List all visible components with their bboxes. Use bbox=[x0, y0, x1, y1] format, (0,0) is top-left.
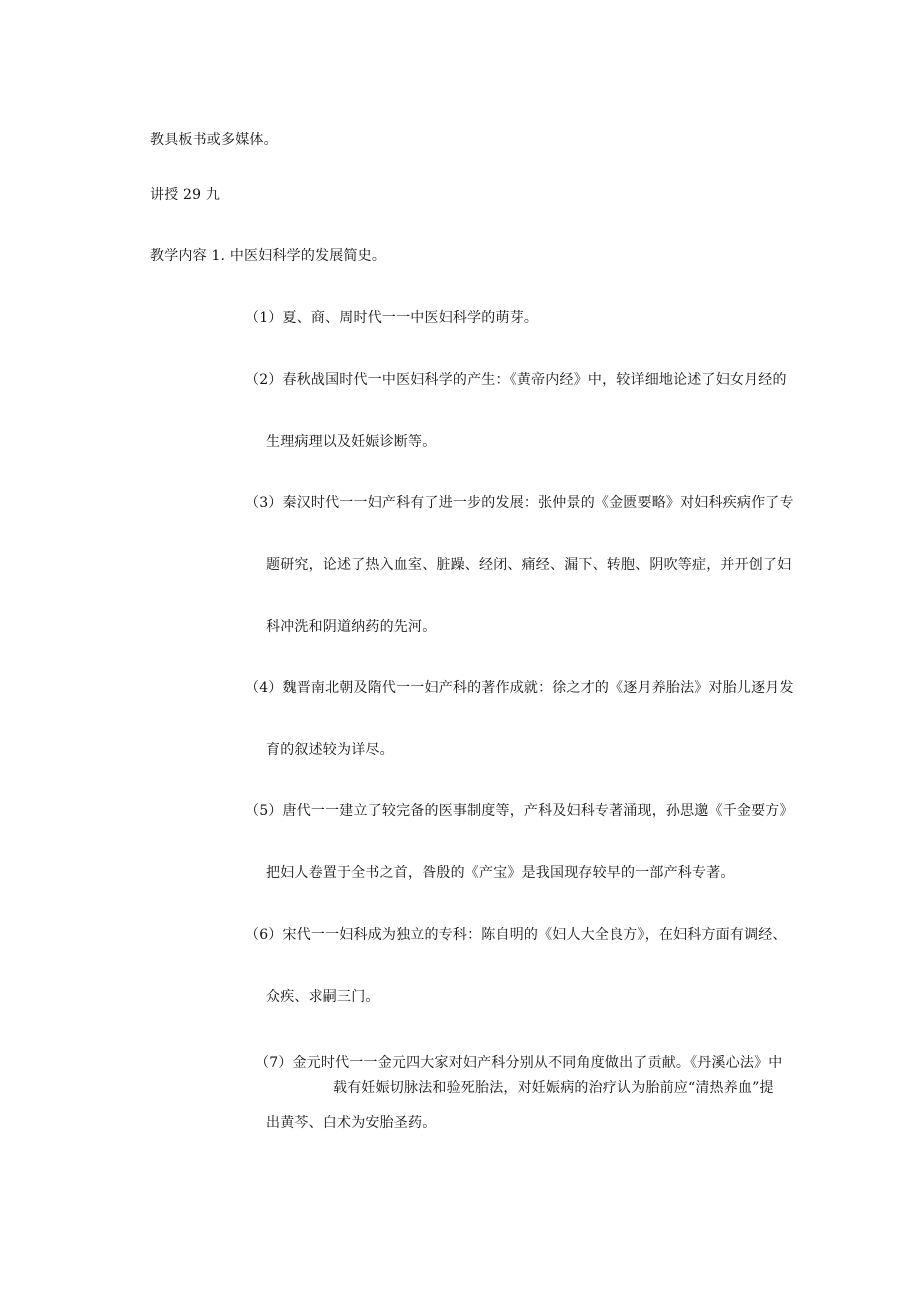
item-3-line-1: （3）秦汉时代一一妇产科有了进一步的发展：张仲景的《金匮要略》对妇科疾病作了专 bbox=[245, 495, 794, 511]
item-2-line-2: 生理病理以及妊娠诊断等。 bbox=[266, 434, 437, 450]
item-3-line-3: 科冲洗和阴道纳药的先河。 bbox=[266, 619, 437, 635]
item-7-line-1: （7）金元时代一一金元四大家对妇产科分别从不同角度做出了贡献。《丹溪心法》中 bbox=[255, 1055, 783, 1071]
teaching-aids-line: 教具板书或多媒体。 bbox=[150, 132, 278, 148]
item-6-line-2: 众疾、求嗣三门。 bbox=[266, 989, 380, 1005]
item-1-line-1: （1）夏、商、周时代一一中医妇科学的萌芽。 bbox=[245, 310, 539, 326]
item-7-line-3: 出黄芩、白术为安胎圣药。 bbox=[266, 1115, 437, 1131]
item-3-line-2: 题研究，论述了热入血室、脏躁、经闭、痛经、漏下、转胞、阴吹等症，并开创了妇 bbox=[266, 557, 792, 573]
item-4-line-1: （4）魏晋南北朝及隋代一一妇产科的著作成就：徐之才的《逐月养胎法》对胎儿逐月发 bbox=[245, 680, 794, 696]
item-7-line-2: 载有妊娠切脉法和验死胎法，对妊娠病的治疗认为胎前应“清热养血”提 bbox=[333, 1080, 774, 1096]
lecture-line: 讲授 29 九 bbox=[150, 187, 221, 203]
teaching-content-line: 教学内容 1. 中医妇科学的发展简史。 bbox=[150, 248, 387, 264]
item-6-line-1: （6）宋代一一妇科成为独立的专科：陈自明的《妇人大全良方》，在妇科方面有调经、 bbox=[245, 927, 787, 943]
item-2-line-1: （2）春秋战国时代一中医妇科学的产生：《黄帝内经》中，较详细地论述了妇女月经的 bbox=[245, 372, 787, 388]
item-5-line-2: 把妇人卷置于全书之首，昝殷的《产宝》是我国现存较早的一部产科专著。 bbox=[266, 865, 735, 881]
item-4-line-2: 育的叙述较为详尽。 bbox=[266, 742, 394, 758]
item-5-line-1: （5）唐代一一建立了较完备的医事制度等，产科及妇科专著涌现，孙思邈《千金要方》 bbox=[245, 803, 794, 819]
